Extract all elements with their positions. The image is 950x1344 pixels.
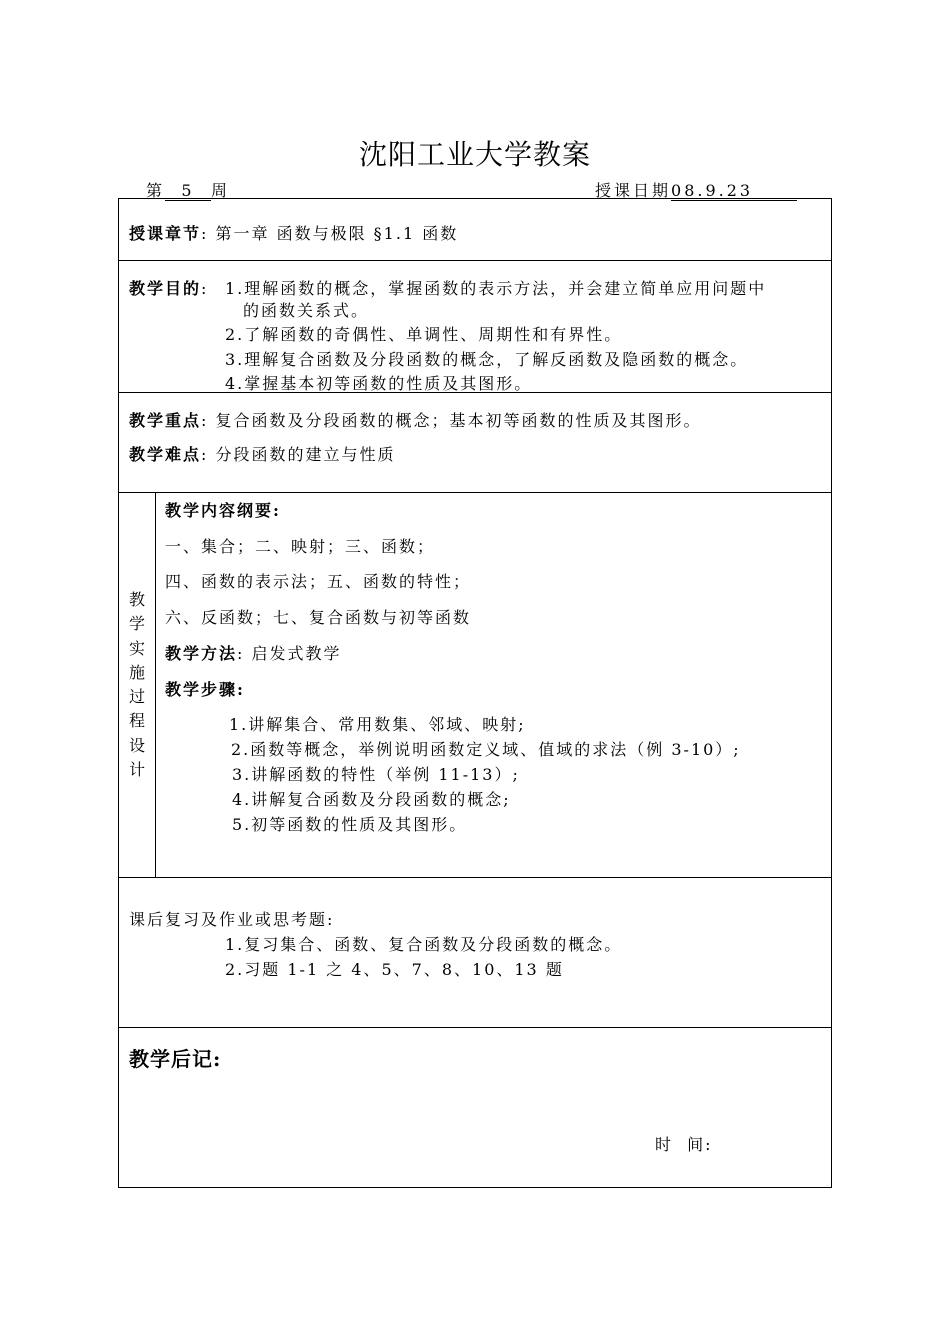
outline-item: 一、集合；二、映射；三、函数； <box>165 537 436 556</box>
difficulties-label: 教学难点 <box>129 445 202 464</box>
chapter-row <box>129 221 458 244</box>
objectives-label: 教学目的 <box>129 279 202 298</box>
label-colon: : <box>201 411 216 430</box>
method-row <box>165 641 342 664</box>
method-label: 教学方法 <box>165 644 238 663</box>
week-suffix: 周 <box>211 181 231 200</box>
objectives-row <box>129 276 208 299</box>
homework-item: 1.复习集合、函数、复合函数及分段函数的概念。 <box>225 935 623 954</box>
week-value: 5 <box>165 182 211 201</box>
lesson-plan-table <box>118 198 832 1188</box>
outline-item: 四、函数的表示法；五、函数的特性； <box>165 572 472 591</box>
difficulties-row <box>129 442 396 465</box>
label-colon: : <box>237 644 252 663</box>
row-divider <box>119 260 831 261</box>
afterword-label: 教学后记: <box>129 1047 222 1071</box>
date-value: 08.9.23 <box>671 182 797 201</box>
label-colon: : <box>201 279 209 298</box>
row-divider <box>119 492 831 493</box>
objective-item: 1.理解函数的概念，掌握函数的表示方法，并会建立简单应用问题中 <box>225 279 767 298</box>
key-points-row <box>129 408 702 431</box>
objective-item: 2.了解函数的奇偶性、单调性、周期性和有界性。 <box>225 325 623 344</box>
method-value: 启发式教学 <box>251 644 342 663</box>
afterword-time-label: 时 间: <box>655 1135 713 1154</box>
date-label: 授课日期 <box>595 181 672 200</box>
chapter-label: 授课章节 <box>129 224 202 243</box>
difficulties-value: 分段函数的建立与性质 <box>215 445 396 464</box>
outline-label: 教学内容纲要: <box>165 501 281 520</box>
column-divider <box>155 492 156 877</box>
step-item: 3.讲解函数的特性（举例 11-13）; <box>232 765 520 784</box>
objective-item: 的函数关系式。 <box>243 301 370 320</box>
label-colon: : <box>201 224 216 243</box>
row-divider <box>119 877 831 878</box>
objective-item: 4.掌握基本初等函数的性质及其图形。 <box>225 374 533 393</box>
steps-label: 教学步骤: <box>165 680 245 699</box>
key-points-label: 教学重点 <box>129 411 202 430</box>
objective-item: 3.理解复合函数及分段函数的概念，了解反函数及隐函数的概念。 <box>225 350 749 369</box>
key-points-value: 复合函数及分段函数的概念；基本初等函数的性质及其图形。 <box>215 411 702 430</box>
step-item: 4.讲解复合函数及分段函数的概念; <box>232 790 511 809</box>
step-item: 5.初等函数的性质及其图形。 <box>232 815 468 834</box>
week-prefix: 第 <box>146 181 166 200</box>
homework-item: 2.习题 1-1 之 4、5、7、8、10、13 题 <box>225 960 564 979</box>
page-title: 沈阳工业大学教案 <box>358 138 591 171</box>
step-item: 1.讲解集合、常用数集、邻域、映射; <box>229 715 526 734</box>
outline-item: 六、反函数；七、复合函数与初等函数 <box>165 608 472 627</box>
step-item: 2.函数等概念，举例说明函数定义域、值域的求法（例 3-10）; <box>231 740 741 759</box>
process-side-label: 教学实施过程设计 <box>128 590 145 780</box>
row-divider <box>119 1027 831 1028</box>
homework-label: 课后复习及作业或思考题: <box>129 910 335 929</box>
label-colon: : <box>201 445 216 464</box>
chapter-value: 第一章 函数与极限 §1.1 函数 <box>215 224 459 243</box>
